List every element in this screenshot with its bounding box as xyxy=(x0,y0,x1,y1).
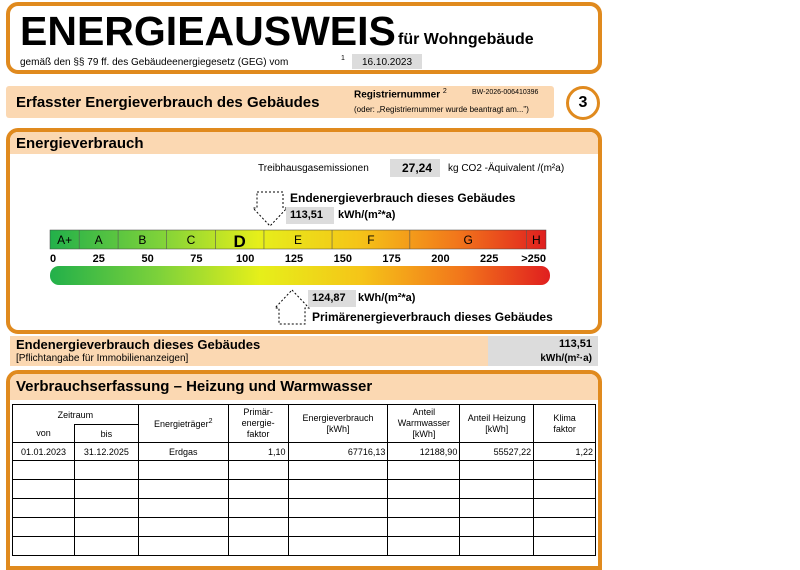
table-row-empty xyxy=(13,480,596,499)
table-cell xyxy=(460,461,534,480)
class-label-F: F xyxy=(367,233,375,247)
table-cell xyxy=(534,518,596,537)
scale-tick-label: 50 xyxy=(141,253,154,265)
table-cell xyxy=(388,518,460,537)
table-cell: 55527,22 xyxy=(460,443,534,461)
th-energietraeger xyxy=(138,405,228,443)
primary-energy-arrow-icon xyxy=(274,288,310,328)
table-cell xyxy=(138,499,228,518)
table-cell xyxy=(534,537,596,556)
table-cell: 31.12.2025 xyxy=(74,443,138,461)
table-cell: 01.01.2023 xyxy=(13,443,75,461)
class-label-C: C xyxy=(186,233,196,247)
law-text: gemäß den §§ 79 ff. des Gebäudeenergiegesetz (GEG) vom xyxy=(20,57,289,68)
document-subtitle: für Wohngebäude xyxy=(398,31,534,48)
consumption-table xyxy=(12,404,596,556)
table-cell: 67716,13 xyxy=(288,443,388,461)
end-energy-unit: kWh/(m²*a) xyxy=(338,209,396,221)
table-cell xyxy=(74,537,138,556)
section3-note: [Pflichtangabe für Immobilienanzeigen] xyxy=(16,353,189,364)
primary-energy-unit: kWh/(m²*a) xyxy=(358,292,416,304)
th-energietraeger-text: Energieträger xyxy=(154,419,209,429)
primary-energy-label: Primärenergieverbrauch dieses Gebäudes xyxy=(312,310,553,324)
section3-value: 113,51 xyxy=(558,338,592,350)
table-cell xyxy=(388,499,460,518)
th-energietraeger-sup: 2 xyxy=(208,418,213,425)
table-cell xyxy=(288,537,388,556)
th-primaerfaktor: Primär- energie- faktor xyxy=(228,405,288,443)
table-cell xyxy=(74,461,138,480)
reg-note: (oder: „Registriernummer wurde beantragt am...") xyxy=(354,105,529,114)
issue-date: 16.10.2023 xyxy=(362,57,413,68)
scale-tick-label: 25 xyxy=(92,253,105,265)
ghg-label: Treibhausgasemissionen xyxy=(258,163,369,174)
scale-tick-label: 100 xyxy=(236,253,255,265)
table-cell: 1,10 xyxy=(228,443,288,461)
reg-number: BW-2026-006410396 xyxy=(472,89,539,96)
scale-tick-label: 200 xyxy=(431,253,450,265)
end-energy-arrow-icon xyxy=(252,190,288,230)
table-cell xyxy=(228,461,288,480)
reg-label-text: Registriernummer xyxy=(354,89,441,101)
scale-tick-label: 0 xyxy=(50,253,57,265)
scale-tick-label: 225 xyxy=(480,253,499,265)
table-cell xyxy=(13,461,75,480)
energy-scale xyxy=(46,226,556,290)
section3-title: Endenergieverbrauch dieses Gebäudes xyxy=(16,337,261,352)
footnote-marker: 1 xyxy=(341,55,345,62)
table-cell xyxy=(288,480,388,499)
class-label-A: A xyxy=(94,233,103,247)
document-title: ENERGIEAUSWEIS xyxy=(20,8,396,54)
table-cell xyxy=(388,480,460,499)
end-energy-label: Endenergieverbrauch dieses Gebäudes xyxy=(290,191,516,205)
scale-tick-label: 75 xyxy=(190,253,203,265)
table-cell xyxy=(74,480,138,499)
th-warmwasser: Anteil Warmwasser [kWh] xyxy=(388,405,460,443)
table-cell xyxy=(74,499,138,518)
section4-title: Verbrauchserfassung – Heizung und Warmwasser xyxy=(16,378,373,395)
table-cell: 1,22 xyxy=(534,443,596,461)
section2-title: Energieverbrauch xyxy=(16,135,144,152)
scale-tick-label: 150 xyxy=(333,253,352,265)
ghg-value: 27,24 xyxy=(402,161,433,175)
scale-tick-label: 125 xyxy=(284,253,304,265)
table-cell xyxy=(228,537,288,556)
end-energy-value: 113,51 xyxy=(290,209,324,221)
table-cell xyxy=(13,480,75,499)
ghg-unit: kg CO2 -Äquivalent /(m²a) xyxy=(448,163,565,174)
table-cell xyxy=(138,518,228,537)
th-energieverbrauch: Energieverbrauch [kWh] xyxy=(288,405,388,443)
table-cell xyxy=(288,499,388,518)
table-cell xyxy=(228,518,288,537)
table-cell xyxy=(460,518,534,537)
table-cell xyxy=(534,461,596,480)
table-cell xyxy=(460,537,534,556)
table-row-empty xyxy=(13,499,596,518)
scale-tick-label: 175 xyxy=(382,253,401,265)
primary-energy-value: 124,87 xyxy=(312,292,346,304)
table-cell xyxy=(388,461,460,480)
table-cell xyxy=(138,461,228,480)
table-cell xyxy=(460,480,534,499)
th-heizung: Anteil Heizung [kWh] xyxy=(460,405,534,443)
table-body xyxy=(13,443,596,556)
table-cell xyxy=(138,537,228,556)
th-von: von xyxy=(13,425,75,443)
class-label-A+: A+ xyxy=(57,233,73,247)
table-row-empty xyxy=(13,461,596,480)
table-cell xyxy=(288,461,388,480)
class-label-G: G xyxy=(463,233,473,247)
table-cell: 12188,90 xyxy=(388,443,460,461)
table-cell xyxy=(534,480,596,499)
reg-sup: 2 xyxy=(442,88,447,95)
table-cell xyxy=(534,499,596,518)
th-klimafaktor: Klima faktor xyxy=(534,405,596,443)
table-row xyxy=(13,443,596,461)
table-cell xyxy=(13,499,75,518)
reg-label xyxy=(354,88,447,100)
table-row-empty xyxy=(13,537,596,556)
class-label-D: D xyxy=(233,232,246,251)
th-zeitraum: Zeitraum xyxy=(13,405,139,425)
class-label-H: H xyxy=(531,233,541,247)
th-bis: bis xyxy=(74,425,138,443)
table-cell xyxy=(460,499,534,518)
table-cell xyxy=(228,480,288,499)
class-label-B: B xyxy=(138,233,147,247)
scale-tick-label: >250 xyxy=(521,253,546,265)
table-cell xyxy=(138,480,228,499)
section1-title: Erfasster Energieverbrauch des Gebäudes xyxy=(16,94,320,111)
table-cell xyxy=(228,499,288,518)
page-number-badge: 3 xyxy=(566,86,600,120)
table-cell xyxy=(13,518,75,537)
table-cell: Erdgas xyxy=(138,443,228,461)
table-cell xyxy=(13,537,75,556)
table-cell xyxy=(74,518,138,537)
table-cell xyxy=(388,537,460,556)
section3-unit: kWh/(m²·a) xyxy=(540,353,592,364)
table-cell xyxy=(288,518,388,537)
class-label-E: E xyxy=(293,233,303,247)
table-row-empty xyxy=(13,518,596,537)
scale-bar-bottom xyxy=(50,266,550,285)
